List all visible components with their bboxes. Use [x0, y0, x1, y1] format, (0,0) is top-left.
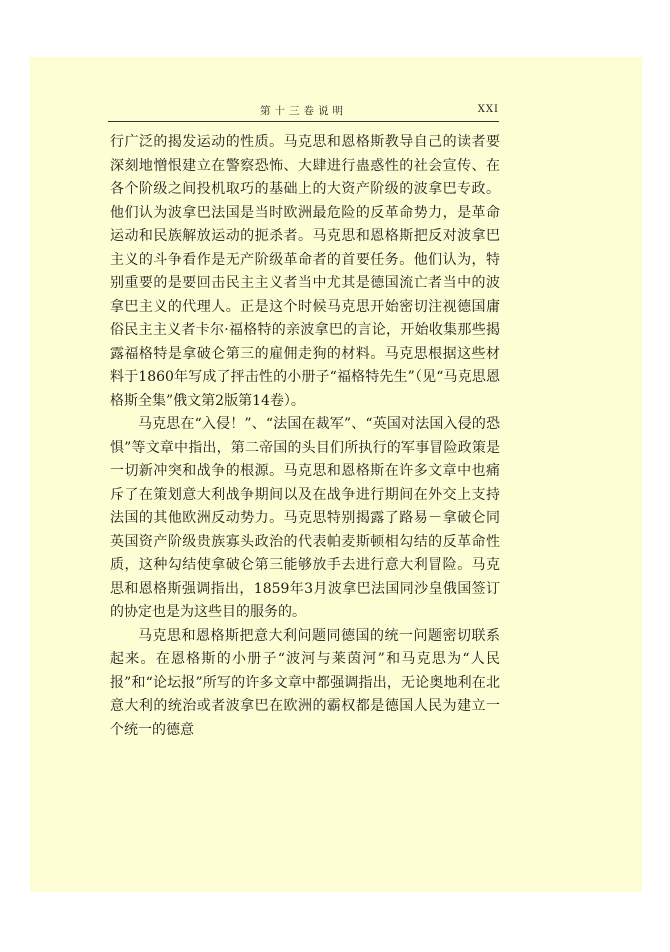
running-header [108, 101, 499, 122]
paragraph: 马克思和恩格斯把意大利问题同德国的统一问题密切联系起来。在恩格斯的小册子“波河与莱茵河”和马克思为“人民报”和“论坛报”所写的许多文章中都强调指出，无论奥地利在北意大利的统治或者波拿巴在欧洲的霸权都是德国人民为建立一个统一的德意 [110, 627, 500, 738]
paragraph: 行广泛的揭发运动的性质。马克思和恩格斯教导自己的读者要深刻地憎恨建立在警察恐怖、大肆进行蛊惑性的社会宣传、在各个阶级之间投机取巧的基础上的大资产阶级的波拿巴专政。他们认为波拿巴法国是当时欧洲最危险的反革命势力，是革命运动和民族解放运动的扼杀者。马克思和恩格斯把反对波拿巴主义的斗争看作是无产阶级革命者的首要任务。他们认为，特别重要的是要回击民主主义者当中尤其是德国流亡者当中的波拿巴主义的代理人。正是这个时候马克思开始密切注视德国庸俗民主主义者卡尔·福格特的亲波拿巴的言论，开始收集那些揭露福格特是拿破仑第三的雇佣走狗的材料。马克思根据这些材料于1860年写成了抨击性的小册子“福格特先生”（见“马克思恩格斯全集”俄文第2版第14卷）。 [110, 134, 500, 409]
page-number: XXI [477, 104, 499, 115]
running-header-title: 第十三卷说明 [260, 105, 347, 117]
paragraph: 马克思在“入侵！”、“法国在裁军”、“英国对法国入侵的恐惧”等文章中指出，第二帝国的头目们所执行的军事冒险政策是一切新冲突和战争的根源。马克思和恩格斯在许多文章中也痛斥了在策划意大利战争期间以及在战争进行期间在外交上支持法国的其他欧洲反动势力。马克思特别揭露了路易－拿破仑同英国资产阶级贵族寡头政治的代表帕麦斯顿相勾结的反革命性质，这种勾结使拿破仑第三能够放手去进行意大利冒险。马克思和恩格斯强调指出，1859年3月波拿巴法国同沙皇俄国签订的协定也是为这些目的服务的。 [110, 416, 500, 620]
body-text [110, 131, 500, 742]
